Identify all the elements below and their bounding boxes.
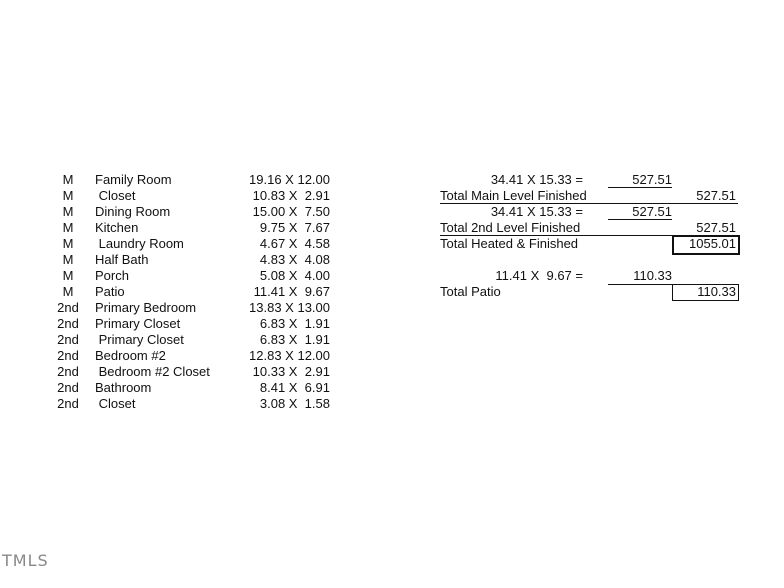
room-dimensions: 4.67 X 4.58	[259, 236, 330, 251]
heated-total-label: Total Heated & Finished	[440, 236, 579, 251]
room-name: Closet	[95, 188, 136, 203]
room-level: 2nd	[57, 300, 79, 315]
room-dimensions: 13.83 X 13.00	[249, 300, 330, 315]
heated-total-value: 1055.01	[689, 236, 736, 251]
main-total-value: 527.51	[696, 188, 736, 203]
room-dimensions: 6.83 X 1.91	[259, 332, 330, 347]
room-level: 2nd	[57, 364, 79, 379]
room-level: M	[62, 268, 74, 283]
second-area-underline	[608, 219, 672, 220]
main-total-label: Total Main Level Finished	[440, 188, 587, 203]
second-level-calculation: 34.41 X 15.33 =	[490, 204, 583, 219]
room-level: M	[62, 220, 74, 235]
room-dimensions: 3.08 X 1.58	[259, 396, 330, 411]
heated-total-box	[672, 235, 740, 255]
room-dimensions: 10.33 X 2.91	[252, 364, 330, 379]
room-dimensions: 6.83 X 1.91	[259, 316, 330, 331]
room-dimensions: 19.16 X 12.00	[249, 172, 330, 187]
patio-total-label: Total Patio	[440, 284, 501, 299]
room-dimensions: 5.08 X 4.00	[259, 268, 330, 283]
room-name: Closet	[95, 396, 136, 411]
patio-area: 110.33	[633, 268, 672, 283]
room-level: M	[62, 284, 74, 299]
main-level-area: 527.51	[632, 172, 672, 187]
room-name: Primary Closet	[95, 332, 184, 347]
room-name: Half Bath	[95, 252, 149, 267]
room-name: Laundry Room	[95, 236, 184, 251]
room-dimensions: 8.41 X 6.91	[259, 380, 330, 395]
room-level: M	[62, 252, 74, 267]
room-name: Bathroom	[95, 380, 152, 395]
room-dimensions: 9.75 X 7.67	[259, 220, 330, 235]
room-name: Primary Bedroom	[95, 300, 197, 315]
main-level-calculation: 34.41 X 15.33 =	[490, 172, 583, 187]
second-total-value: 527.51	[696, 220, 736, 235]
room-level: M	[62, 204, 74, 219]
room-name: Family Room	[95, 172, 172, 187]
patio-total-box	[672, 284, 739, 301]
room-level: 2nd	[57, 348, 79, 363]
room-dimensions: 15.00 X 7.50	[252, 204, 330, 219]
room-level: 2nd	[57, 332, 79, 347]
room-level: 2nd	[57, 396, 79, 411]
room-name: Primary Closet	[95, 316, 181, 331]
main-area-underline	[608, 187, 672, 188]
second-total-label: Total 2nd Level Finished	[440, 220, 581, 235]
room-level: M	[62, 236, 74, 251]
patio-total-value: 110.33	[697, 284, 736, 299]
room-level: 2nd	[57, 316, 79, 331]
room-name: Dining Room	[95, 204, 171, 219]
room-name: Kitchen	[95, 220, 139, 235]
patio-calculation: 11.41 X 9.67 =	[495, 268, 583, 283]
room-name: Bedroom #2	[95, 348, 166, 363]
room-level: M	[62, 172, 74, 187]
room-dimensions: 11.41 X 9.67	[253, 284, 330, 299]
room-level: M	[62, 188, 74, 203]
room-name: Patio	[95, 284, 125, 299]
room-level: 2nd	[57, 380, 79, 395]
second-level-area: 527.51	[632, 204, 672, 219]
room-name: Bedroom #2 Closet	[95, 364, 210, 379]
room-dimensions: 12.83 X 12.00	[249, 348, 330, 363]
room-name: Porch	[95, 268, 129, 283]
mls-watermark: TMLS	[2, 551, 49, 570]
room-dimensions: 10.83 X 2.91	[252, 188, 330, 203]
room-dimensions: 4.83 X 4.08	[259, 252, 330, 267]
